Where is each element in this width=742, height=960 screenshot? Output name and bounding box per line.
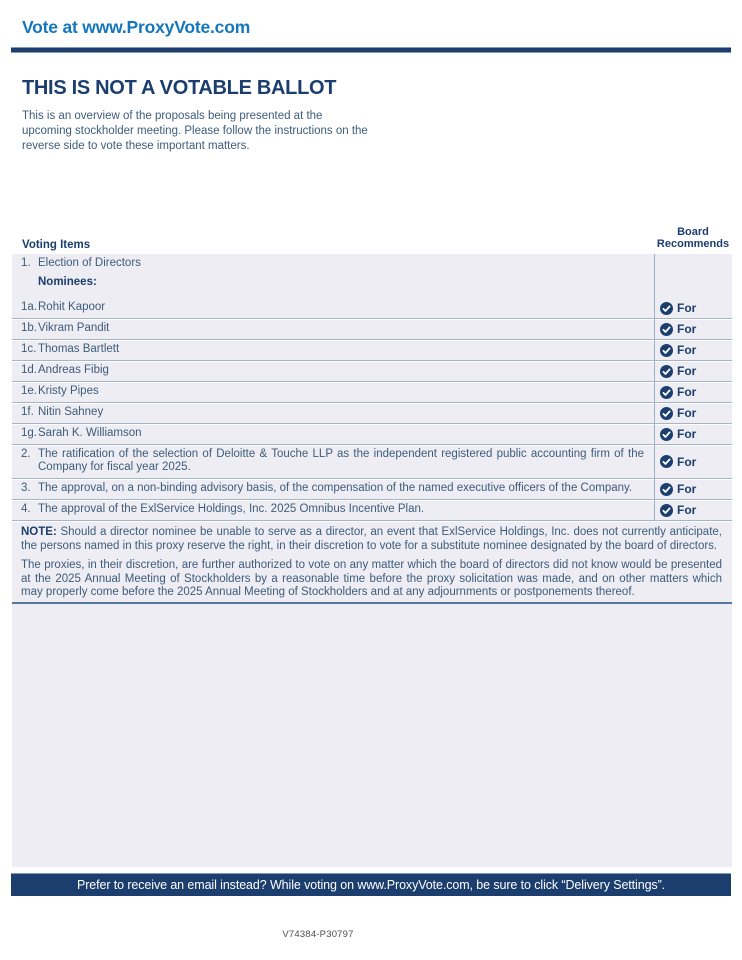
item-number: 1c.	[21, 343, 37, 355]
recommendation-cell	[654, 403, 732, 423]
item-number: 1e.	[21, 385, 37, 397]
item-label: Sarah K. Williamson	[38, 427, 142, 439]
table-row-nominee-1d	[12, 361, 732, 382]
item-label: Andreas Fibig	[38, 364, 109, 376]
item-number: 1f.	[21, 406, 34, 418]
recommendation-cell	[654, 424, 732, 444]
note-paragraph	[12, 521, 732, 557]
recommendation-cell	[654, 340, 732, 360]
email-delivery-banner	[11, 873, 731, 896]
check-circle-icon	[660, 455, 673, 468]
recommendation-label: For	[677, 343, 697, 357]
proxies-paragraph: The proxies, in their discretion, are further authorized to vote on any matter which the board of directors did not know would be presented at the 2025 Annual Meeting of Stockholders by a reasonable time before the proxy solicitation was made, and on other matters which may properly come before the 2025 Annual Meeting of Stockholders and at any adjournments or postponements thereof.	[21, 559, 722, 598]
item-number: 1d.	[21, 364, 37, 376]
table-row-proposal-3	[12, 479, 732, 500]
check-circle-icon	[660, 483, 673, 496]
check-circle-icon	[660, 386, 673, 399]
item-label: The ratification of the selection of Deloitte & Touche LLP as the independent registered public accounting firm of the Company for fiscal year 2025.	[38, 448, 644, 473]
election-of-directors-label: Election of Directors	[38, 257, 141, 269]
recommendation-cell	[654, 361, 732, 381]
recommendation-cell	[654, 479, 732, 499]
recommendation-cell	[654, 382, 732, 402]
blank-area	[12, 604, 732, 868]
item-number: 1g.	[21, 427, 37, 439]
recommendation-label: For	[677, 454, 697, 469]
intro-paragraph: This is an overview of the proposals being presented at the upcoming stockholder meeting. Please follow the instructions on the reverse side to vote these important matters.	[22, 110, 368, 152]
item-number: 1.	[21, 257, 31, 269]
item-label: Vikram Pandit	[38, 322, 110, 334]
page-title: THIS IS NOT A VOTABLE BALLOT	[22, 77, 337, 99]
table-row-election-of-directors	[12, 254, 732, 298]
voting-items-header: Voting Items	[22, 239, 91, 251]
item-number: 4.	[21, 503, 31, 515]
table-header	[12, 227, 732, 251]
nominees-label: Nominees:	[38, 276, 97, 288]
board-recommends-header	[654, 227, 732, 251]
item-label: Thomas Bartlett	[38, 343, 120, 355]
item-label: Kristy Pipes	[38, 385, 99, 397]
check-circle-icon	[660, 365, 673, 378]
recommendation-label: For	[677, 301, 697, 315]
board-recommends-line1: Board	[677, 226, 709, 238]
note-text: Should a director nominee be unable to serve as a director, an event that ExlService Holdings, Inc. does not currently anticipate, the persons named in this proxy reserve the right, in their discretion to vote for a substitute nominee designated by the board of directors.	[21, 526, 722, 552]
note-label: NOTE:	[21, 526, 57, 538]
recommendation-label: For	[677, 482, 697, 496]
item-number: 1b.	[21, 322, 37, 334]
item-number: 1a.	[21, 301, 37, 313]
table-row-proposal-2	[12, 445, 732, 479]
table-row-proposal-4	[12, 500, 732, 521]
recommendation-label: For	[677, 503, 697, 517]
check-circle-icon	[660, 504, 673, 517]
item-label: The approval, on a non-binding advisory basis, of the compensation of the named executive officers of the Company.	[38, 482, 633, 494]
header-divider-rule	[11, 47, 731, 53]
recommendation-cell	[654, 319, 732, 339]
recommendation-label: For	[677, 322, 697, 336]
item-number: 2.	[21, 448, 31, 460]
table-row-nominee-1f	[12, 403, 732, 424]
check-circle-icon	[660, 302, 673, 315]
recommendation-cell	[654, 254, 732, 298]
recommendation-label: For	[677, 364, 697, 378]
item-label: The approval of the ExlService Holdings, Inc. 2025 Omnibus Incentive Plan.	[38, 503, 425, 515]
table-row-nominee-1b	[12, 319, 732, 340]
table-row-nominee-1c	[12, 340, 732, 361]
recommendation-cell	[654, 445, 732, 478]
item-label: Nitin Sahney	[38, 406, 104, 418]
item-label: Rohit Kapoor	[38, 301, 106, 313]
table-row-nominee-1e	[12, 382, 732, 403]
item-label	[38, 254, 654, 298]
check-circle-icon	[660, 323, 673, 336]
check-circle-icon	[660, 344, 673, 357]
check-circle-icon	[660, 407, 673, 420]
recommendation-label: For	[677, 406, 697, 420]
recommendation-label: For	[677, 385, 697, 399]
recommendation-cell	[654, 298, 732, 318]
vote-at-proxyvote-link[interactable]: Vote at www.ProxyVote.com	[22, 17, 251, 37]
table-row-nominee-1g	[12, 424, 732, 445]
board-recommends-line2: Recommends	[656, 237, 730, 250]
voting-items-table	[12, 254, 732, 867]
item-number: 3.	[21, 482, 31, 494]
recommendation-cell	[654, 500, 732, 520]
check-circle-icon	[660, 428, 673, 441]
document-code: V74384-P30797	[282, 929, 354, 940]
table-row-nominee-1a	[12, 298, 732, 319]
email-delivery-banner-text: Prefer to receive an email instead? While voting on www.ProxyVote.com, be sure to click “Delivery Settings”.	[76, 878, 666, 892]
recommendation-label: For	[677, 427, 697, 441]
